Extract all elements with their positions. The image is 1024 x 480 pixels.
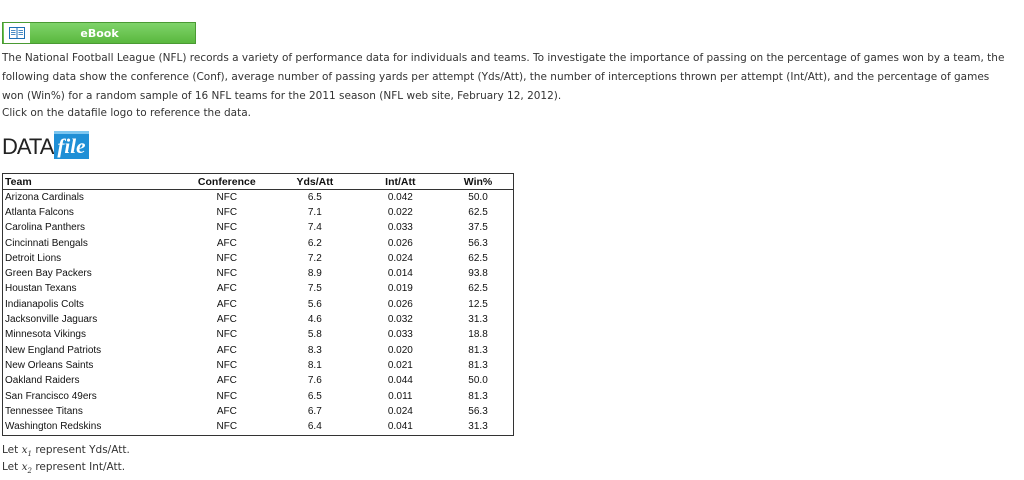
cell-win-pct: 56.3: [468, 237, 488, 249]
cell-win-pct: 50.0: [468, 191, 488, 203]
x1-subscript: 1: [27, 450, 32, 459]
nfl-data-table: [2, 173, 514, 436]
table-row: [3, 389, 514, 404]
cell-int-att: 0.044: [387, 375, 413, 387]
cell-win-pct: 31.3: [468, 421, 488, 433]
table-row: [3, 236, 514, 251]
header-int-att: Int/Att: [358, 174, 444, 190]
cell-conference: NFC: [216, 222, 238, 234]
cell-team: Jacksonville Jaguars: [5, 314, 98, 326]
header-conference: Conference: [182, 174, 273, 190]
table-row: [3, 190, 514, 206]
cell-win-pct: 37.5: [468, 222, 488, 234]
cell-win-pct: 62.5: [468, 252, 488, 264]
cell-yds-att: 8.1: [307, 359, 322, 371]
x2-variable: [21, 461, 32, 476]
cell-conference: NFC: [216, 421, 238, 433]
cell-team: Cincinnati Bengals: [5, 237, 88, 249]
cell-yds-att: 6.4: [307, 421, 322, 433]
cell-win-pct: 18.8: [468, 329, 488, 341]
cell-yds-att: 5.6: [307, 298, 322, 310]
cell-conference: NFC: [216, 191, 238, 203]
table-row: [3, 419, 514, 435]
cell-team: Minnesota Vikings: [5, 329, 86, 341]
cell-int-att: 0.019: [387, 283, 413, 295]
table-row: [3, 221, 514, 236]
cell-yds-att: 6.5: [307, 191, 322, 203]
ebook-button[interactable]: [2, 22, 196, 44]
header-yds-att: Yds/Att: [272, 174, 358, 190]
cell-conference: AFC: [216, 314, 237, 326]
table-row: [3, 205, 514, 220]
cell-team: Houstan Texans: [5, 283, 77, 295]
cell-int-att: 0.014: [387, 268, 413, 280]
header-team: Team: [3, 174, 182, 190]
table-row: [3, 374, 514, 389]
cell-team: San Francisco 49ers: [5, 390, 97, 402]
cell-yds-att: 7.4: [307, 222, 322, 234]
cell-team: New Orleans Saints: [5, 359, 94, 371]
cell-win-pct: 81.3: [468, 390, 488, 402]
cell-team: Green Bay Packers: [5, 268, 92, 280]
cell-yds-att: 7.2: [307, 252, 322, 264]
let2-suffix: represent Int/Att.: [31, 461, 126, 473]
cell-win-pct: 81.3: [468, 359, 488, 371]
table-row: [3, 266, 514, 281]
table-row: [3, 251, 514, 266]
cell-conference: AFC: [216, 283, 237, 295]
cell-int-att: 0.042: [387, 191, 413, 203]
cell-int-att: 0.020: [387, 344, 413, 356]
x1-variable: [21, 444, 32, 459]
book-icon: [4, 23, 30, 43]
table-row: [3, 312, 514, 327]
cell-team: Tennessee Titans: [5, 405, 83, 417]
ebook-label: eBook: [80, 26, 119, 40]
table-header-row: [3, 174, 514, 190]
datafile-logo-data-word: DATA: [2, 134, 54, 159]
cell-int-att: 0.022: [387, 206, 413, 218]
table-row: [3, 358, 514, 373]
cell-yds-att: 6.2: [307, 237, 322, 249]
table-row: [3, 297, 514, 312]
cell-int-att: 0.024: [387, 252, 413, 264]
header-win-pct: Win%: [443, 174, 513, 190]
table-row: [3, 343, 514, 358]
let-x2-line: [2, 461, 125, 475]
cell-win-pct: 12.5: [468, 298, 488, 310]
cell-team: Oakland Raiders: [5, 375, 80, 387]
cell-team: Indianapolis Colts: [5, 298, 84, 310]
cell-conference: AFC: [216, 344, 237, 356]
cell-team: New England Patriots: [5, 344, 102, 356]
table-row: [3, 282, 514, 297]
cell-yds-att: 7.1: [307, 206, 322, 218]
cell-conference: AFC: [216, 237, 237, 249]
cell-win-pct: 62.5: [468, 283, 488, 295]
intro-paragraph: The National Football League (NFL) records a variety of performance data for individuals and teams. To investigate the importance of passing on the percentage of games won by a team, the following data show the conference (Conf), average number of passing yards per attempt (Yds/Att), the number of interceptions thrown per attempt (Int/Att), and the percentage of games won (Win%) for a random sample of 16 NFL teams for the 2011 season (NFL web site, February 12, 2012).: [2, 52, 1005, 102]
cell-yds-att: 7.6: [307, 375, 322, 387]
cell-conference: NFC: [216, 206, 238, 218]
cell-int-att: 0.026: [387, 237, 413, 249]
cell-conference: AFC: [216, 375, 237, 387]
x2-var-letter: x: [21, 461, 28, 473]
cell-conference: AFC: [216, 405, 237, 417]
cell-int-att: 0.032: [387, 314, 413, 326]
let-x1-line: [2, 444, 130, 458]
let2-prefix: Let: [2, 461, 22, 473]
cell-conference: NFC: [216, 252, 238, 264]
cell-yds-att: 7.5: [307, 283, 322, 295]
cell-conference: NFC: [216, 329, 238, 341]
cell-team: Washington Redskins: [5, 421, 102, 433]
let1-prefix: Let: [2, 444, 22, 456]
cell-conference: NFC: [216, 268, 238, 280]
cell-win-pct: 31.3: [468, 314, 488, 326]
cell-int-att: 0.033: [387, 222, 413, 234]
cell-int-att: 0.024: [387, 405, 413, 417]
cell-yds-att: 8.3: [307, 344, 322, 356]
cell-win-pct: 81.3: [468, 344, 488, 356]
cell-int-att: 0.026: [387, 298, 413, 310]
let1-suffix: represent Yds/Att.: [31, 444, 130, 456]
cell-win-pct: 50.0: [468, 375, 488, 387]
table-row: [3, 328, 514, 343]
datafile-logo[interactable]: [2, 131, 89, 159]
cell-conference: NFC: [216, 359, 238, 371]
cell-conference: NFC: [216, 390, 238, 402]
cell-team: Carolina Panthers: [5, 222, 86, 234]
cell-int-att: 0.011: [388, 390, 413, 402]
click-instruction: Click on the datafile logo to reference the data.: [2, 107, 252, 119]
cell-yds-att: 4.6: [307, 314, 322, 326]
cell-conference: AFC: [216, 298, 237, 310]
cell-team: Atlanta Falcons: [5, 206, 74, 218]
datafile-logo-file-word: file: [54, 131, 89, 159]
cell-win-pct: 62.5: [468, 206, 488, 218]
cell-win-pct: 56.3: [468, 405, 488, 417]
cell-win-pct: 93.8: [468, 268, 488, 280]
cell-team: Detroit Lions: [5, 252, 62, 264]
cell-yds-att: 5.8: [307, 329, 322, 341]
x1-var-letter: x: [21, 444, 28, 456]
table-row: [3, 404, 514, 419]
cell-team: Arizona Cardinals: [5, 191, 84, 203]
cell-yds-att: 6.7: [307, 405, 322, 417]
cell-yds-att: 8.9: [307, 268, 322, 280]
cell-int-att: 0.041: [387, 421, 413, 433]
x2-subscript: 2: [27, 467, 32, 476]
cell-int-att: 0.033: [387, 329, 413, 341]
cell-int-att: 0.021: [387, 359, 413, 371]
cell-yds-att: 6.5: [307, 390, 322, 402]
